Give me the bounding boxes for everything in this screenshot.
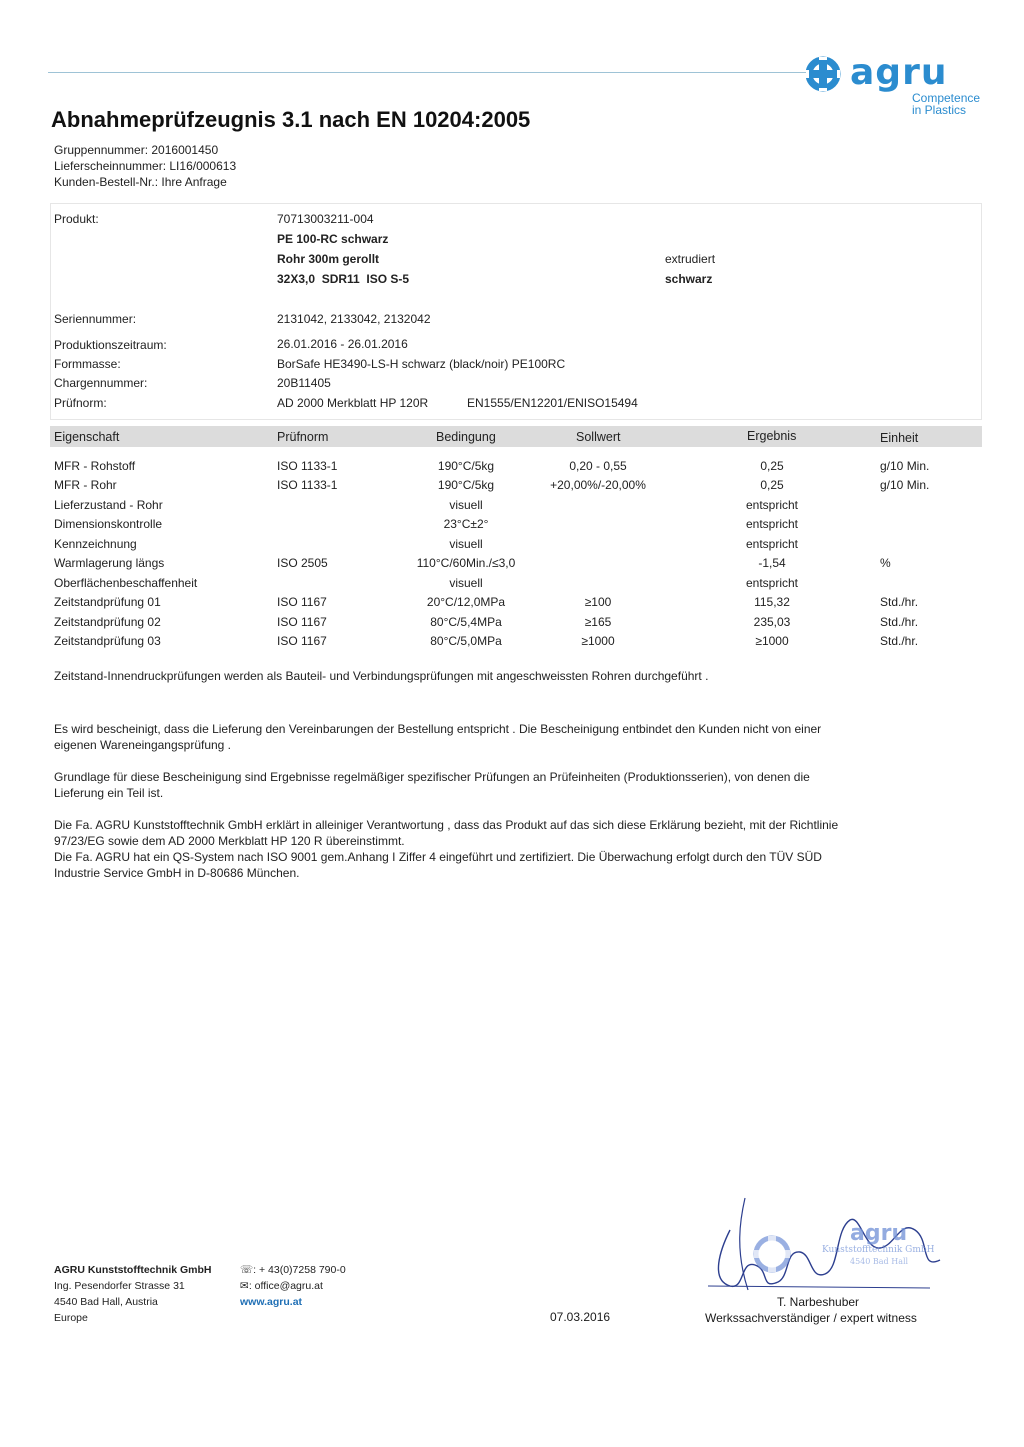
- cell-property: Zeitstandprüfung 02: [54, 615, 161, 629]
- basis-line-1: Grundlage für diese Bescheinigung sind Ergebnisse regelmäßiger spezifischer Prüfungen an Prüfeinheiten (Produktionsserien), von denen die: [54, 770, 810, 784]
- certification-line-1: Es wird bescheinigt, dass die Lieferung den Vereinbarungen der Bestellung entspricht . Die Bescheinigung entbindet den Kunden nicht von einer: [54, 722, 822, 736]
- cell-standard: ISO 1167: [277, 595, 327, 609]
- cell-result: 235,03: [753, 615, 791, 629]
- cell-result: entspricht: [745, 517, 799, 531]
- company-city: 4540 Bad Hall, Austria: [54, 1296, 158, 1308]
- cell-standard: ISO 1133-1: [277, 478, 338, 492]
- group-number: Gruppennummer: 2016001450: [54, 143, 219, 157]
- cell-property: Kennzeichnung: [54, 537, 137, 551]
- compound-value: BorSafe HE3490-LS-H schwarz (black/noir) PE100RC: [277, 357, 566, 371]
- results-table-header: [50, 426, 982, 447]
- cell-condition: 190°C/5kg: [437, 478, 495, 492]
- basis-paragraph: [54, 769, 874, 801]
- cell-unit: Std./hr.: [880, 615, 919, 629]
- header-sollwert: Sollwert: [576, 430, 621, 444]
- website-link[interactable]: www.agru.at: [240, 1296, 303, 1308]
- cell-property: Warmlagerung längs: [54, 556, 165, 570]
- document-title: Abnahmeprüfzeugnis 3.1 nach EN 10204:2005: [51, 107, 531, 132]
- agru-logo-mark: [806, 56, 990, 96]
- product-name: PE 100-RC schwarz: [277, 232, 389, 246]
- cell-property: Dimensionskontrolle: [54, 517, 163, 531]
- stamp-company: Kunststofftechnik GmbH: [822, 1245, 935, 1255]
- product-code: 70713003211-004: [277, 212, 374, 226]
- product-dimensions: 32X3,0 SDR11 ISO S-5: [277, 272, 410, 286]
- production-period-value: 26.01.2016 - 26.01.2016: [277, 337, 408, 351]
- phone-icon: ☏: [240, 1264, 254, 1276]
- declaration-line-3: Die Fa. AGRU hat ein QS-System nach ISO 9001 gem.Anhang I Ziffer 4 eingeführt und zertifiziert. Die Überwachung erfolgt durch den TÜV SÜD: [54, 850, 822, 864]
- production-period-label: Produktionszeitraum:: [54, 338, 167, 352]
- creep-test-note: Zeitstand-Innendruckprüfungen werden als Bauteil- und Verbindungsprüfungen mit angeschweissten Rohren durchgeführt .: [54, 669, 709, 683]
- cell-unit: %: [880, 556, 891, 570]
- issue-date: 07.03.2016: [550, 1310, 611, 1324]
- product-label: Produkt:: [54, 212, 99, 226]
- signer-role: Werkssachverständiger / expert witness: [705, 1311, 917, 1325]
- cell-standard: ISO 2505: [277, 556, 328, 570]
- certification-paragraph: [54, 721, 874, 753]
- cell-unit: g/10 Min.: [880, 478, 930, 492]
- company-street: Ing. Pesendorfer Strasse 31: [54, 1280, 185, 1292]
- cell-result: -1,54: [758, 556, 786, 570]
- cell-unit: Std./hr.: [880, 595, 919, 609]
- cell-result: 115,32: [754, 595, 790, 609]
- cell-condition: 80°C/5,4MPa: [430, 615, 502, 629]
- compound-label: Formmasse:: [54, 357, 121, 371]
- certification-line-2: eigenen Wareneingangsprüfung .: [54, 738, 232, 752]
- header-pruefnorm: Prüfnorm: [277, 430, 329, 444]
- declaration-line-1: Die Fa. AGRU Kunststofftechnik GmbH erklärt in alleiniger Verantwortung , dass das Produkt auf das sich diese Erklärung bezieht, mit der Richtlinie: [54, 818, 839, 832]
- cell-property: MFR - Rohr: [54, 478, 117, 492]
- cell-standard: ISO 1167: [277, 634, 327, 648]
- batch-value: 20B11405: [277, 376, 331, 390]
- test-standard-value-1: AD 2000 Merkblatt HP 120R: [277, 396, 429, 410]
- serial-label: Seriennummer:: [54, 312, 137, 326]
- product-color: schwarz: [665, 272, 713, 286]
- cell-result: 0,25: [760, 478, 784, 492]
- cell-condition: visuell: [449, 576, 483, 590]
- mail-icon: ✉: [240, 1280, 249, 1292]
- cell-condition: 23°C±2°: [443, 517, 489, 531]
- cell-property: Oberflächenbeschaffenheit: [54, 576, 198, 590]
- logo-wordmark: agru: [850, 56, 948, 93]
- product-process: extrudiert: [665, 252, 716, 266]
- test-standard-label: Prüfnorm:: [54, 396, 107, 410]
- company-address: [54, 1262, 212, 1326]
- delivery-note-number: Lieferscheinnummer: LI16/000613: [54, 159, 237, 173]
- declaration-line-4: Industrie Service GmbH in D-80686 München.: [54, 866, 300, 880]
- cell-target: ≥1000: [581, 634, 615, 648]
- cell-result: 0,25: [760, 459, 784, 473]
- cell-property: Zeitstandprüfung 03: [54, 634, 161, 648]
- company-name: AGRU Kunststofftechnik GmbH: [54, 1264, 212, 1276]
- header-eigenschaft: Eigenschaft: [54, 430, 120, 444]
- product-roll: Rohr 300m gerollt: [277, 252, 380, 266]
- cell-condition: 190°C/5kg: [437, 459, 495, 473]
- customer-order-number: Kunden-Bestell-Nr.: Ihre Anfrage: [54, 175, 227, 189]
- header-ergebnis: Ergebnis: [747, 429, 797, 443]
- declaration-paragraph: [54, 817, 894, 881]
- cell-property: Zeitstandprüfung 01: [54, 595, 161, 609]
- signature-stamp: [700, 1190, 960, 1310]
- header-bedingung: Bedingung: [436, 430, 496, 444]
- company-contact: [240, 1262, 346, 1310]
- cell-condition: 20°C/12,0MPa: [426, 595, 506, 609]
- cell-result: ≥1000: [755, 634, 789, 648]
- stamp-city: 4540 Bad Hall: [850, 1257, 909, 1266]
- cell-result: entspricht: [745, 537, 799, 551]
- header-rule: [48, 72, 806, 73]
- cell-condition: 80°C/5,0MPa: [430, 634, 502, 648]
- company-region: Europe: [54, 1312, 88, 1324]
- email-address[interactable]: office@agru.at: [254, 1280, 323, 1292]
- declaration-line-2: 97/23/EG sowie dem AD 2000 Merkblatt HP 120 R übereinstimmt.: [54, 834, 405, 848]
- stamp-logo: agru: [850, 1221, 908, 1246]
- test-standard-value-2: EN1555/EN12201/ENISO15494: [467, 396, 638, 410]
- tagline-line-2: in Plastics: [912, 103, 967, 117]
- email-line: ✉: office@agru.at: [240, 1280, 323, 1292]
- cell-result: entspricht: [745, 576, 799, 590]
- cell-condition: visuell: [449, 498, 483, 512]
- tagline-line-1: Competence: [912, 91, 981, 105]
- serial-value: 2131042, 2133042, 2132042: [277, 312, 431, 326]
- cell-result: entspricht: [745, 498, 799, 512]
- basis-line-2: Lieferung ein Teil ist.: [54, 786, 164, 800]
- signer-name: T. Narbeshuber: [777, 1295, 860, 1309]
- header-einheit: Einheit: [880, 431, 919, 445]
- cell-property: MFR - Rohstoff: [54, 459, 136, 473]
- batch-label: Chargennummer:: [54, 376, 148, 390]
- cell-target: ≥100: [584, 595, 612, 609]
- phone-line: ☏: + 43(0)7258 790-0: [240, 1264, 346, 1276]
- cell-target: +20,00%/-20,00%: [550, 478, 646, 492]
- cell-unit: g/10 Min.: [880, 459, 930, 473]
- cell-unit: Std./hr.: [880, 634, 919, 648]
- cell-target: 0,20 - 0,55: [569, 459, 627, 473]
- phone-number: + 43(0)7258 790-0: [258, 1264, 346, 1276]
- logo-tagline: [912, 92, 980, 116]
- cell-condition: 110°C/60Min./≤3,0: [416, 556, 516, 570]
- cell-standard: ISO 1133-1: [277, 459, 338, 473]
- cell-target: ≥165: [584, 615, 612, 629]
- cell-property: Lieferzustand - Rohr: [54, 498, 163, 512]
- product-info-box: [50, 203, 982, 420]
- agru-logo: [806, 56, 990, 120]
- cell-condition: visuell: [449, 537, 483, 551]
- cell-standard: ISO 1167: [277, 615, 327, 629]
